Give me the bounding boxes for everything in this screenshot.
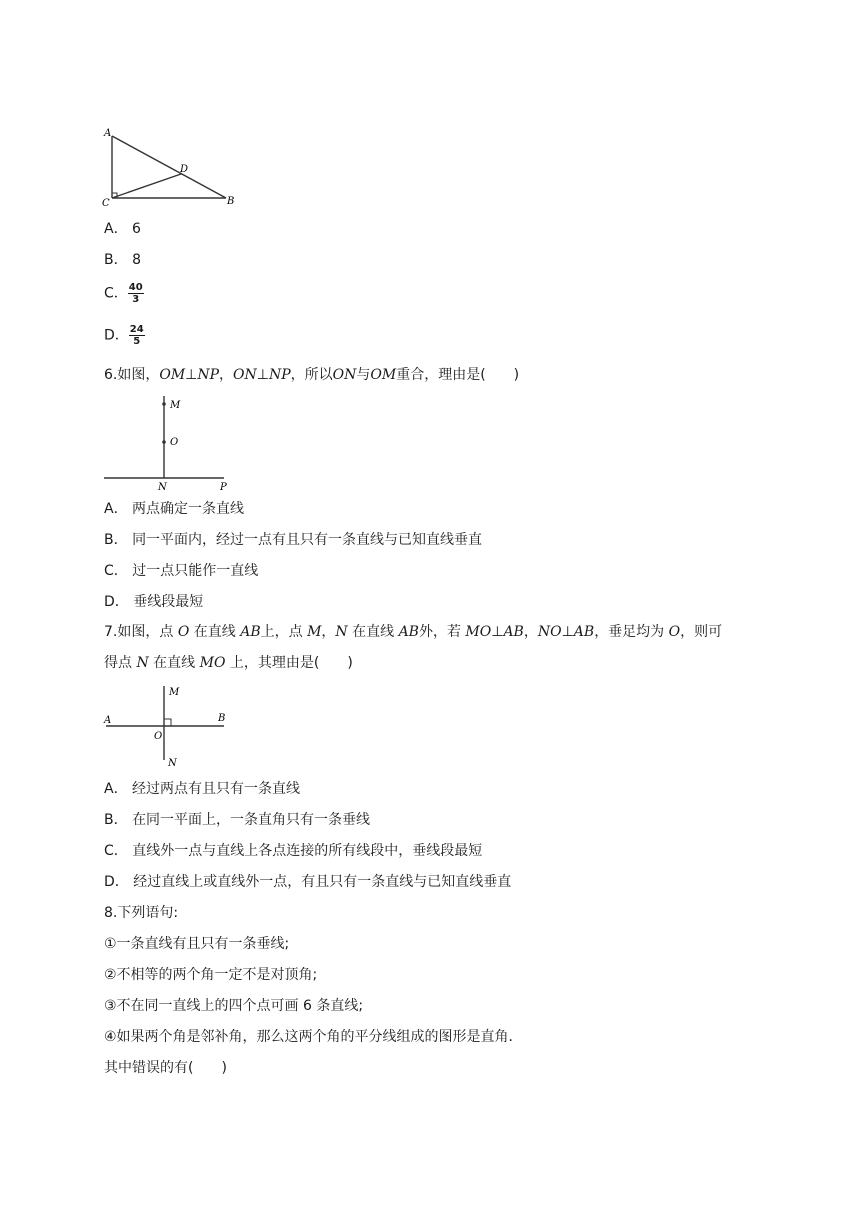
- q6-option-a[interactable]: A． 两点确定一条直线: [104, 501, 245, 517]
- q7-option-c[interactable]: C． 直线外一点与直线上各点连接的所有线段中，垂线段最短: [104, 843, 483, 859]
- label-a: A: [104, 715, 112, 726]
- q8-question: 其中错误的有( ): [104, 1060, 227, 1076]
- q5-option-c[interactable]: C． $\frac{40}{3}$: [104, 282, 143, 305]
- label-n: N: [158, 482, 167, 492]
- label-b: B: [218, 713, 226, 724]
- label-d: D: [180, 164, 189, 175]
- q7-option-a[interactable]: A． 经过两点有且只有一条直线: [104, 781, 301, 797]
- q8-title: 8.下列语句:: [104, 905, 179, 921]
- q5-option-b[interactable]: B． 8: [104, 252, 141, 268]
- q8-item-2: ②不相等的两个角一定不是对顶角;: [104, 967, 318, 983]
- label-n: N: [168, 758, 177, 769]
- triangle-figure: [100, 124, 240, 210]
- label-p: P: [220, 482, 227, 492]
- label-m: M: [169, 687, 180, 698]
- label-o: O: [154, 731, 163, 742]
- perpendicular-figure-q6: [100, 394, 240, 492]
- label-a: A: [104, 128, 112, 139]
- fraction: $\frac{40}{3}$: [128, 282, 143, 305]
- q5-option-d[interactable]: D． $\frac{24}{5}$: [104, 324, 144, 347]
- q6-question: 6.如图，OM⊥NP，ON⊥NP，所以ON与OM重合，理由是( ): [104, 367, 520, 383]
- fraction: $\frac{24}{5}$: [129, 324, 144, 347]
- perpendicular-figure-q7: [100, 682, 240, 770]
- q5-option-a[interactable]: A． 6: [104, 221, 141, 237]
- label-c: C: [102, 198, 110, 209]
- q6-option-b[interactable]: B． 同一平面内，经过一点有且只有一条直线与已知直线垂直: [104, 532, 483, 548]
- q8-item-3: ③不在同一直线上的四个点可画 6 条直线;: [104, 998, 364, 1014]
- q7-question-line2: 得点 N 在直线 MO 上，其理由是( ): [104, 655, 353, 671]
- q7-option-d[interactable]: D． 经过直线上或直线外一点，有且只有一条直线与已知直线垂直: [104, 874, 512, 890]
- label-o: O: [170, 437, 179, 448]
- q8-item-1: ①一条直线有且只有一条垂线;: [104, 936, 290, 952]
- q6-option-d[interactable]: D． 垂线段最短: [104, 594, 204, 610]
- label-b: B: [227, 196, 235, 207]
- q6-option-c[interactable]: C． 过一点只能作一直线: [104, 563, 259, 579]
- label-m: M: [170, 400, 181, 411]
- q8-item-4: ④如果两个角是邻补角，那么这两个角的平分线组成的图形是直角．: [104, 1029, 523, 1045]
- q7-question-line1: 7.如图，点 O 在直线 AB上，点 M，N 在直线 AB外，若 MO⊥AB，NO⊥AB，垂足均为 O，则可: [104, 624, 723, 640]
- q7-option-b[interactable]: B． 在同一平面上，一条直角只有一条垂线: [104, 812, 371, 828]
